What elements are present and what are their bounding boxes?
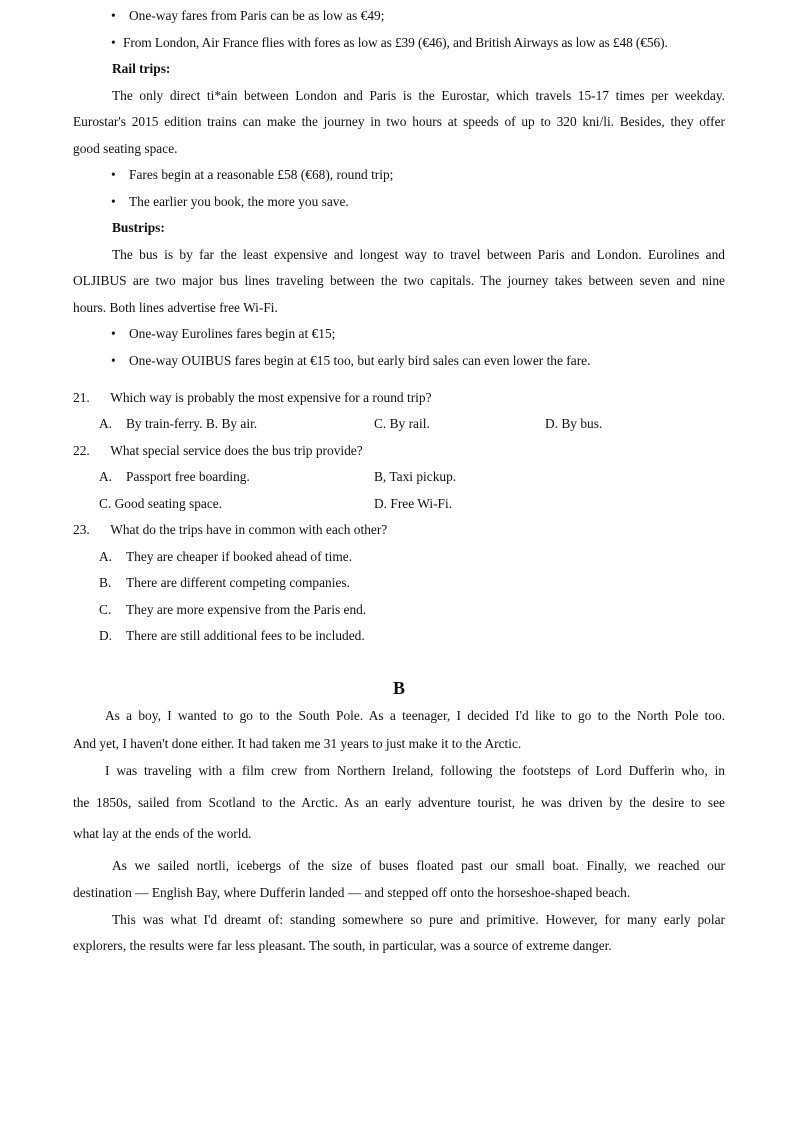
- q21-option-d[interactable]: D. By bus.: [545, 416, 603, 431]
- q21-option-ab[interactable]: By train-ferry. B. By air.: [126, 416, 258, 431]
- section-b-p2-line-1: I was traveling with a film crew from Northern Ireland, following the footsteps of Lord Dufferin who, in: [105, 763, 725, 778]
- section-b-p3-line-1: As we sailed nortli, icebergs of the size of buses floated past our small boat. Finally, we reached our: [112, 858, 725, 873]
- q23-option-d[interactable]: D. There are still additional fees to be included.: [99, 628, 365, 643]
- bullet-icon: •: [111, 326, 116, 341]
- bullet-icon: •: [111, 353, 116, 368]
- bus-para-line-2: OLJIBUS are two major bus lines traveling between the two capitals. The journey takes between seven and nine: [73, 273, 725, 288]
- question-23: 23. What do the trips have in common with each other?: [73, 522, 388, 537]
- rail-para-line-2: Eurostar's 2015 edition trains can make the journey in two hours at speeds of up to 320 kni/li. Besides, they offer: [73, 114, 725, 129]
- rail-bullet-2: • The earlier you book, the more you save.: [111, 194, 349, 209]
- rail-heading: Rail trips:: [112, 61, 171, 76]
- q23-option-b[interactable]: B. There are different competing companies.: [99, 575, 350, 590]
- q22-option-d[interactable]: D. Free Wi-Fi.: [374, 496, 453, 511]
- q22-option-a[interactable]: Passport free boarding.: [126, 469, 250, 484]
- q23-option-c[interactable]: C. They are more expensive from the Paris end.: [99, 602, 367, 617]
- bullet-icon: •: [111, 35, 116, 50]
- bus-bullet-2: • One-way OUIBUS fares begin at €15 too, but early bird sales can even lower the fare.: [111, 353, 591, 368]
- q23-option-a[interactable]: A. They are cheaper if booked ahead of time.: [99, 549, 353, 564]
- bullet-icon: •: [111, 194, 116, 209]
- bus-heading: Bustrips:: [112, 220, 165, 235]
- section-b-p1-line-1: As a boy, I wanted to go to the South Pole. As a teenager, I decided I'd like to go to the North Pole too.: [105, 708, 725, 723]
- question-22: 22. What special service does the bus trip provide?: [73, 443, 363, 458]
- bus-para-line-3: hours. Both lines advertise free Wi-Fi.: [73, 300, 278, 315]
- section-b-p2-line-2: the 1850s, sailed from Scotland to the Arctic. As an early adventure tourist, he was driven by the desire to see: [73, 795, 725, 810]
- q21-option-a-label[interactable]: A.: [99, 416, 113, 431]
- q21-option-c[interactable]: C. By rail.: [374, 416, 430, 431]
- air-bullet-1: • One-way fares from Paris can be as low as €49;: [111, 8, 385, 23]
- section-b-p2-line-3: what lay at the ends of the world.: [73, 826, 252, 841]
- rail-para-line-3: good seating space.: [73, 141, 178, 156]
- section-b-p1-line-2: And yet, I haven't done either. It had taken me 31 years to just make it to the Arctic.: [73, 736, 522, 751]
- rail-bullet-1: • Fares begin at a reasonable £58 (€68), round trip;: [111, 167, 394, 182]
- bullet-icon: •: [111, 167, 116, 182]
- bullet-icon: •: [111, 8, 116, 23]
- section-b-p4-line-2: explorers, the results were far less pleasant. The south, in particular, was a source of extreme danger.: [73, 938, 612, 953]
- section-b-heading: B: [392, 678, 405, 698]
- q22-option-c[interactable]: C. Good seating space.: [99, 496, 223, 511]
- section-b-p4-line-1: This was what I'd dreamt of: standing somewhere so pure and primitive. However, for many early polar: [112, 912, 725, 927]
- question-21: 21. Which way is probably the most expensive for a round trip?: [73, 390, 432, 405]
- section-b-p3-line-2: destination — English Bay, where Dufferin landed — and stepped off onto the horseshoe-shaped beach.: [73, 885, 631, 900]
- air-bullet-2: • From London, Air France flies with fores as low as £39 (€46), and British Airways as low as £48 (€56).: [111, 35, 668, 50]
- q22-option-a-label[interactable]: A.: [99, 469, 113, 484]
- bus-para-line-1: The bus is by far the least expensive and longest way to travel between Paris and London. Eurolines and: [112, 247, 725, 262]
- bus-bullet-1: • One-way Eurolines fares begin at €15;: [111, 326, 336, 341]
- q22-option-b[interactable]: B, Taxi pickup.: [374, 469, 457, 484]
- rail-para-line-1: The only direct ti*ain between London and Paris is the Eurostar, which travels 15-17 times per weekday.: [112, 88, 725, 103]
